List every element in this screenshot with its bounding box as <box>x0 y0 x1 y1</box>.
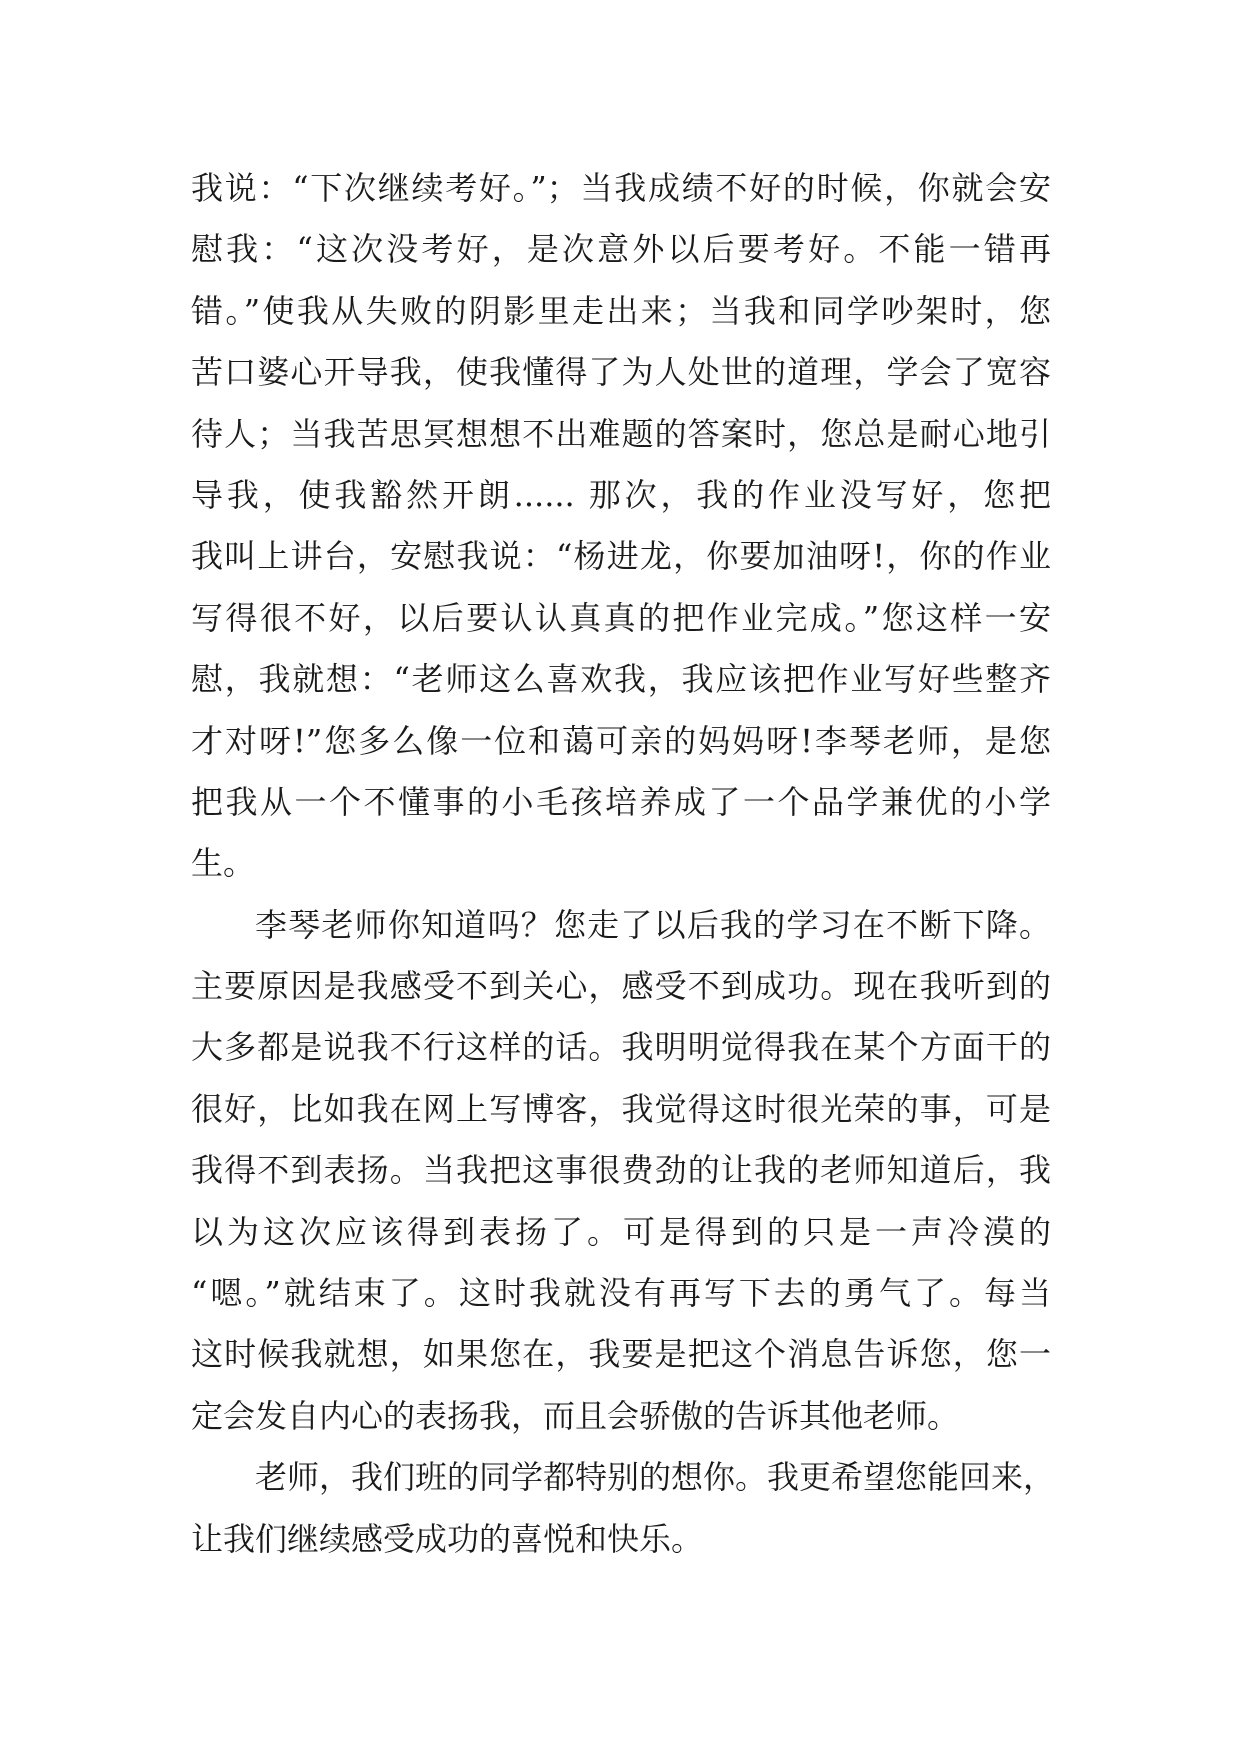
text-line: 苦口婆心开导我，使我懂得了为人处世的道理，学会了宽容 <box>191 353 1051 392</box>
text-line: 我说：“下次继续考好。”；当我成绩不好的时候，你就会安 <box>191 169 1051 207</box>
text-line: “嗯。”就结束了。这时我就没有再写下去的勇气了。每当 <box>191 1274 1051 1313</box>
text-line: 很好，比如我在网上写博客，我觉得这时很光荣的事，可是 <box>191 1089 1051 1128</box>
text-line: 把我从一个不懂事的小毛孩培养成了一个品学兼优的小学 <box>191 782 1051 821</box>
text-line: 才对呀!”您多么像一位和蔼可亲的妈妈呀!李琴老师，是您 <box>191 721 1051 760</box>
text-line: 我得不到表扬。当我把这事很费劲的让我的老师知道后，我 <box>191 1151 1051 1190</box>
text-line: 慰，我就想：“老师这么喜欢我，我应该把作业写好些整齐 <box>191 660 1051 699</box>
text-line: 导我，使我豁然开朗...... 那次，我的作业没写好，您把 <box>191 475 1051 514</box>
text-line: 错。”使我从失败的阴影里走出来；当我和同学吵架时，您 <box>191 291 1051 330</box>
text-line: 生。 <box>191 844 256 883</box>
text-line: 我叫上讲台，安慰我说：“杨进龙，你要加油呀!，你的作业 <box>191 537 1051 576</box>
text-line: 定会发自内心的表扬我，而且会骄傲的告诉其他老师。 <box>191 1396 960 1435</box>
text-line: 写得很不好，以后要认认真真的把作业完成。”您这样一安 <box>191 598 1051 637</box>
text-line: 主要原因是我感受不到关心，感受不到成功。现在我听到的 <box>191 967 1051 1006</box>
paragraph-first-line: 老师，我们班的同学都特别的想你。我更希望您能回来， <box>255 1458 1056 1497</box>
text-line: 让我们继续感受成功的喜悦和快乐。 <box>191 1519 704 1558</box>
text-line: 以为这次应该得到表扬了。可是得到的只是一声冷漠的 <box>191 1212 1051 1251</box>
text-line: 慰我：“这次没考好，是次意外以后要考好。不能一错再 <box>191 230 1051 269</box>
paragraph-first-line: 李琴老师你知道吗？您走了以后我的学习在不断下降。 <box>255 905 1051 944</box>
body-text <box>191 158 1056 1570</box>
text-line: 待人；当我苦思冥想想不出难题的答案时，您总是耐心地引 <box>191 414 1051 453</box>
text-line: 这时候我就想，如果您在，我要是把这个消息告诉您，您一 <box>191 1335 1051 1374</box>
text-line: 大多都是说我不行这样的话。我明明觉得我在某个方面干的 <box>191 1028 1051 1067</box>
